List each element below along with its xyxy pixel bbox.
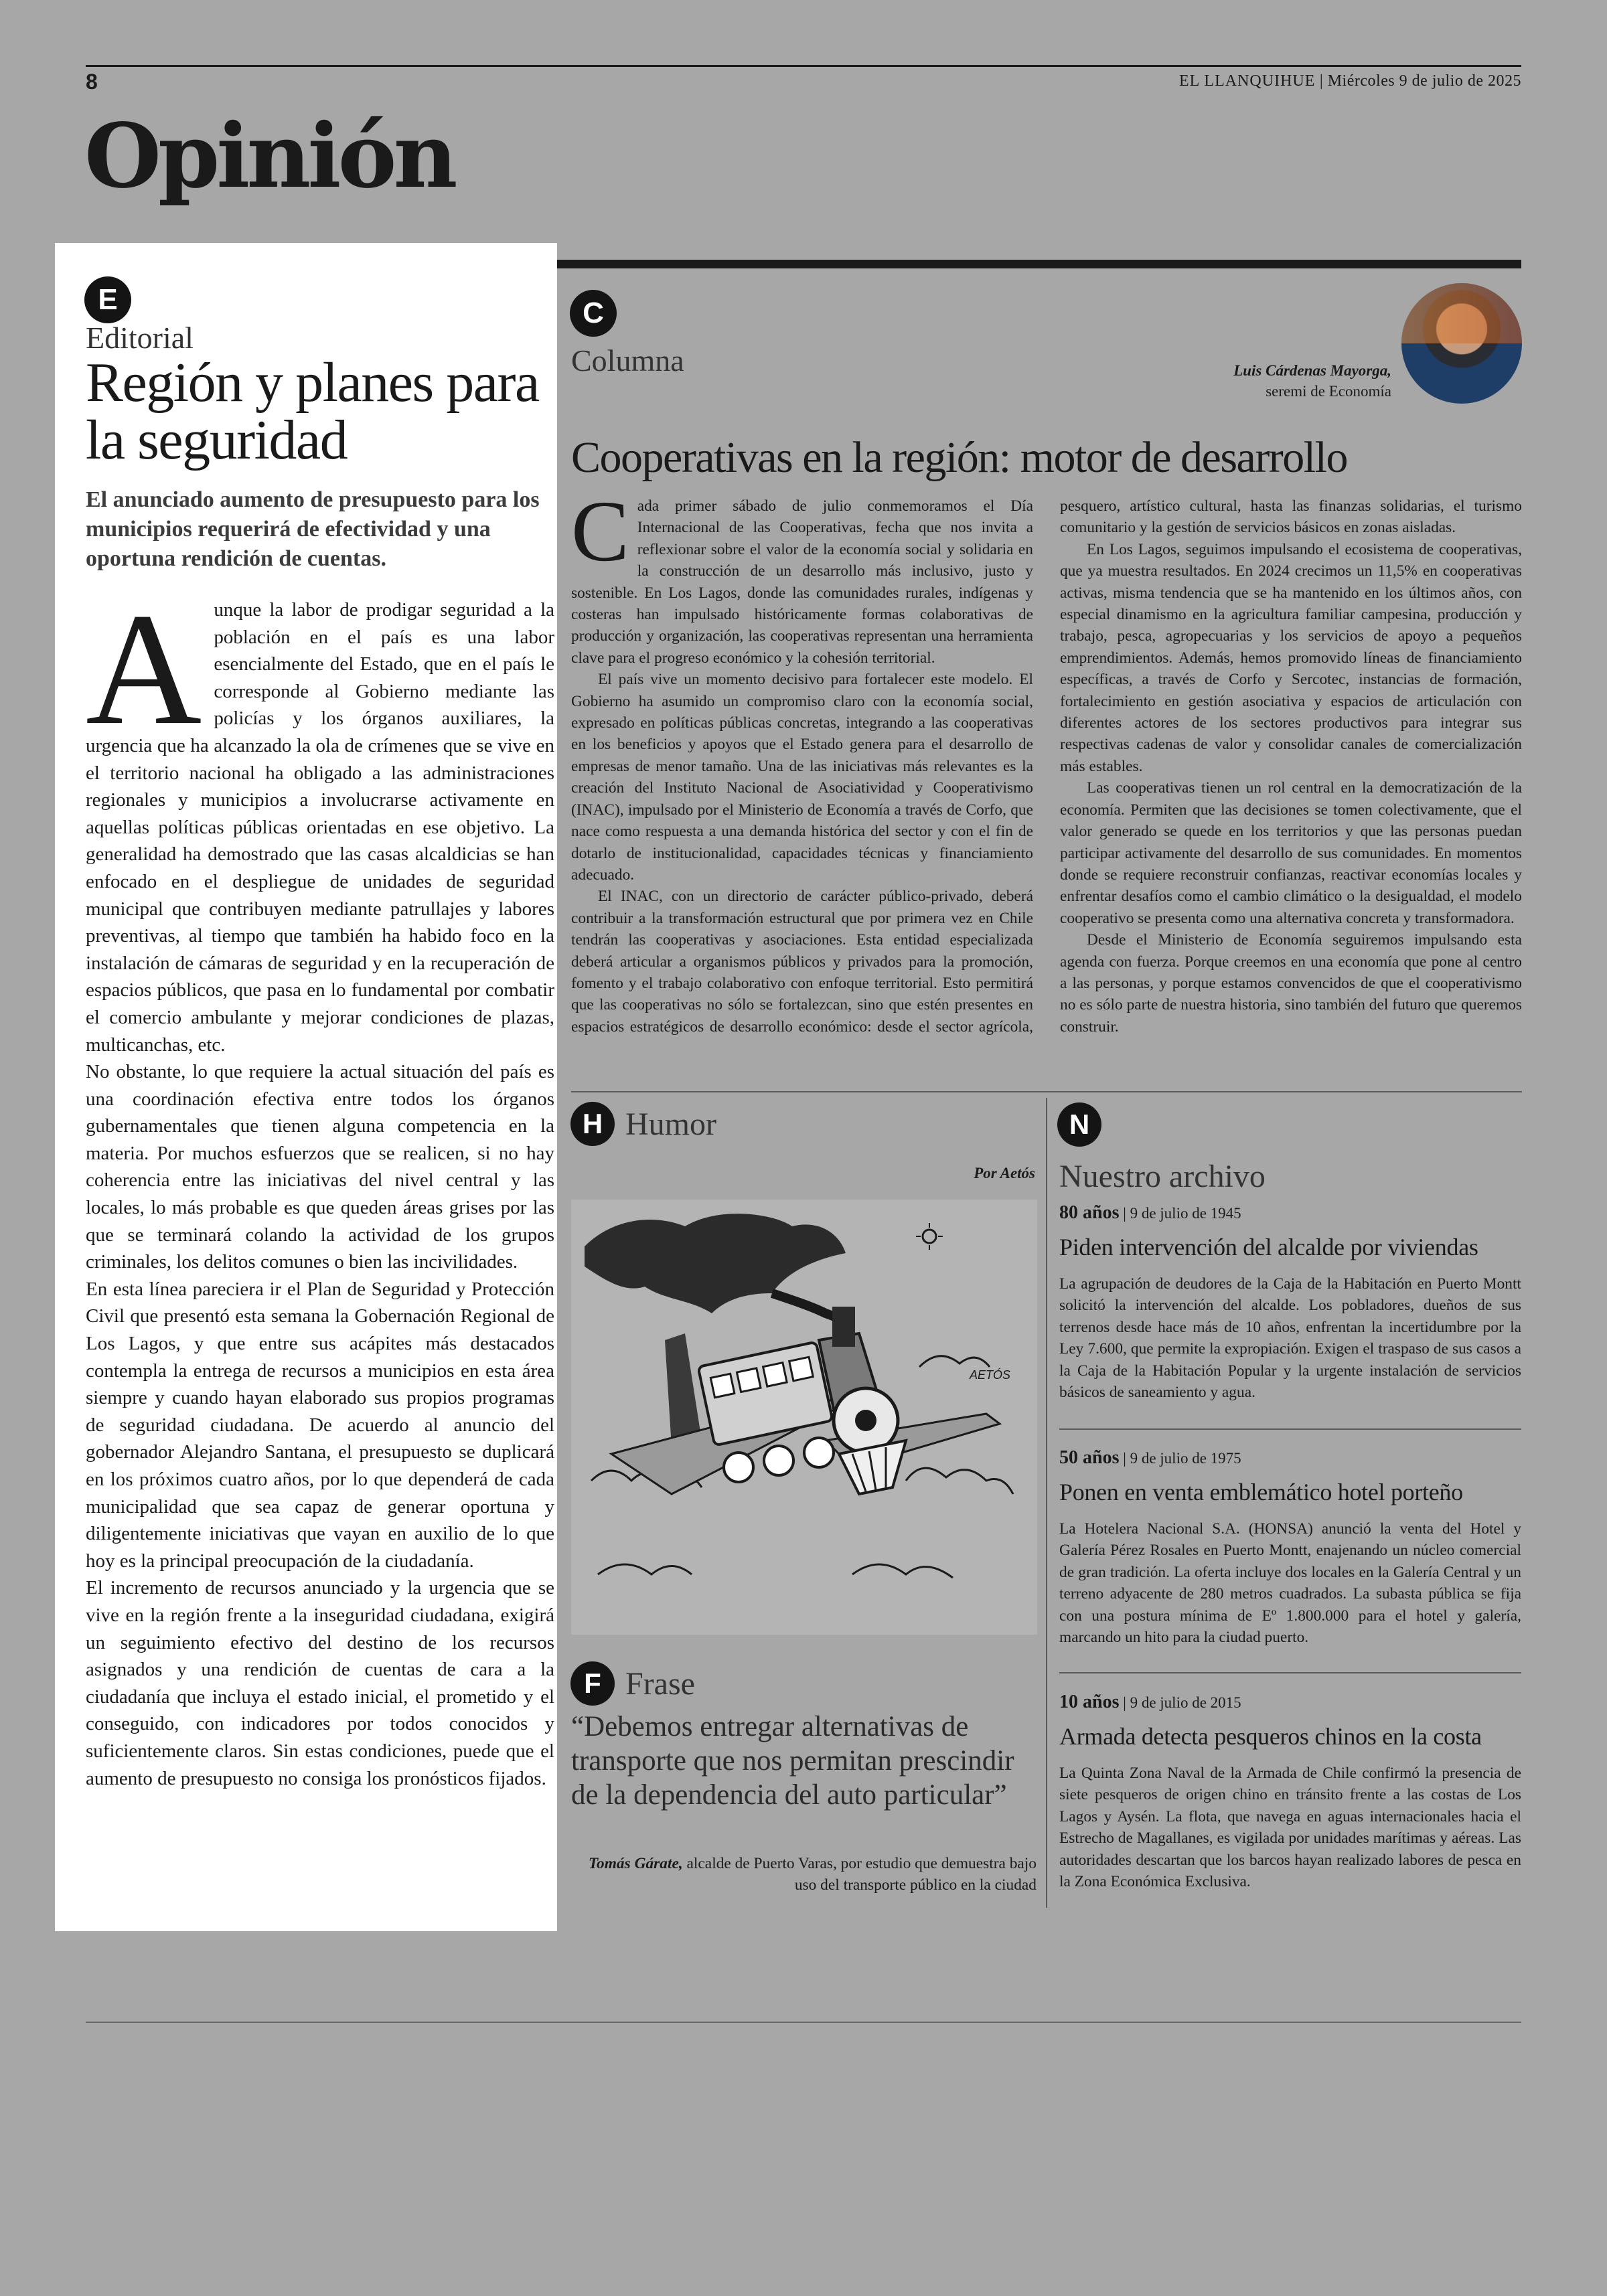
column-paragraph: Las cooperativas tienen un rol central en la democratización de la economía. Permiten que las decisiones se tomen colectivamente, que el valor generado se quede en los territorios y que las personas puedan participar activamente del desarrollo de sus comunidades. En momentos donde se requiere reconstruir confianzas, reactivar economías locales y enfrentar desafíos como el cambio climático o la desigualdad, el modelo cooperativo se presenta como una alternativa concreta y transformadora. [1060,779,1522,927]
editorial-dropcap: A [86,580,202,758]
archivo-badge-wrap [1057,1102,1101,1147]
column-paragraph: El país vive un momento decisivo para fortalecer este modelo. El Gobierno ha asumido un compromiso claro con la economía social, expresado en políticas públicas concretas, integrando a las cooperativas en los beneficios y apoyos que el Estado genera para el desarrollo de empresas de menor tamaño. Una de las iniciativas más relevantes es la creación del Instituto Nacional de Asociatividad y Cooperativismo (INAC), impulsado por el Ministerio de Economía a través de Corfo, que nace como respuesta a una demanda histórica del sector y con el fin de dotarlo de institucionalidad, capacidades técnicas y financiamiento adecuado. [571,671,1033,884]
bottom-rule [86,2022,1521,2023]
column-author-role: seremi de Economía [1266,383,1391,400]
archivo-years: 80 años [1059,1202,1120,1223]
archivo-date-line: 80 años | 9 de julio de 1945 [1059,1202,1241,1223]
paper-name: EL LLANQUIHUE [1179,72,1316,90]
column-headline: Cooperativas en la región: motor de desarrollo [571,433,1347,482]
editorial-headline: Región y planes para la seguridad [86,351,539,471]
archivo-item [1059,1692,1521,1892]
column-paragraph: En Los Lagos, seguimos impulsando el ecosistema de cooperativas, que ya muestra resultados. En 2024 crecimos un 11,5% en cooperativas activas, misma tendencia que se ha mantenido en los últimos años, con especial dinamismo en la agricultura familiar campesina, producción y trabajo, pesca, agropecuarias y los servicios de apoyo a pequeños emprendimientos. Además, hemos promovido líneas de financiamiento específicas, a través de Corfo y Sercotec, instancias de formación, fortalecimiento en gestión asociativa y espacios de articulación con diferentes actores de los sectores productivos para integrar sus respectivas cadenas de valor y consolidar canales de comercialización más estables. [1060,540,1522,775]
archivo-headline: Ponen en venta emblemático hotel porteño [1059,1479,1463,1505]
column-paragraph: El INAC, con un directorio de carácter público-privado, deberá contribuir a la transformación estructural que por primera vez en Chile tendrán las cooperativas y asociaciones. Esta entidad especializada deberá articular a organismos públicos y privados para la promoción, fomento y el trabajo colaborativo con enfoque territorial. Esto permitirá que las cooperativas no sólo se fortalezcan, sino que estén presentes en espacios estratégicos de desarrollo económico: desde el sector agrícola, pesquero, artístico cultural, hasta las finanzas solidarias, el turismo comunitario y la gestión de servicios básicos en zonas aisladas. [571,497,1522,1036]
archivo-headline: Armada detecta pesqueros chinos en la costa [1059,1723,1482,1750]
archivo-date-line: 10 años | 9 de julio de 2015 [1059,1692,1241,1712]
frase-author-desc: alcalde de Puerto Varas, por estudio que demuestra bajo uso del transporte público en la ciudad [686,1855,1037,1894]
editorial-paragraph: El incremento de recursos anunciado y la urgencia que se vive en la región frente a la inseguridad ciudadana, exigirá un seguimiento efectivo del destino de los recursos asignados y una rendición de cuentas de cara a la ciudadanía que incluya el estado inicial, el prometido y el conseguido, con indicadores por todos conocidos y suficientemente claros. Sin estas condiciones, puede que el aumento de presupuesto no consiga los pronósticos fijados. [86,1577,554,1789]
humor-byline: Por Aetós [974,1165,1035,1181]
humor-header [570,1102,716,1146]
masthead-separator: | [1319,72,1328,90]
frase-author [571,1853,1037,1896]
column-dropcap: C [571,483,629,580]
frase-author-name: Tomás Gárate, [588,1855,683,1872]
archivo-badge: N [1057,1102,1101,1147]
author-avatar [1401,283,1522,404]
humor-badge: H [570,1102,615,1146]
column-body [571,483,1522,1078]
editorial-paragraph: No obstante, lo que requiere la actual situación del país es una coordinación efectiva entre todos los órganos gubernamentales que tienen alguna competencia en la materia. Por muchos esfuerzos que se realicen, si no hay coherencia entre las iniciativas del nivel central y las locales, lo más probable es que queden áreas grises por las que se terminará colando la actividad de los grupos criminales, los delitos comunes o bien las incivilidades. [86,1061,554,1273]
frase-quote: “Debemos entregar alternativas de transporte que nos permitan prescindir de la dependencia del auto particular” [571,1711,1014,1811]
top-rule [86,65,1521,67]
column-paragraph [571,483,1033,669]
column-badge: C [570,290,617,337]
editorial-deck: El anunciado aumento de presupuesto para los municipios requerirá de efectividad y una oportuna rendición de cuentas. [86,487,540,571]
editorial-kicker: Editorial [86,321,194,355]
archivo-date-line: 50 años | 9 de julio de 1975 [1059,1447,1241,1468]
column-bottom-rule [571,1091,1522,1092]
archivo-years: 10 años [1059,1692,1120,1712]
editorial-badge: E [84,276,131,323]
column-author-name: Luis Cárdenas Mayorga, [1233,362,1391,379]
column-paragraph-text: ada primer sábado de julio conmemoramos el Día Internacional de las Cooperativas, fecha que nos invita a reflexionar sobre el valor de la economía social y solidaria en la construcción de un desarrollo más inclusivo, justo y sostenible. En Los Lagos, donde las comunidades rurales, indígenas y costeras han impulsado históricamente formas colaborativas de producción y organización, las cooperativas representan una herramienta clave para el progreso económico y la cohesión territorial. [571,497,1033,667]
issue-date: Miércoles 9 de julio de 2025 [1327,72,1521,90]
archivo-divider [1059,1428,1521,1430]
section-title: Opinión [84,104,455,208]
editorial-body [86,580,554,1792]
frase-badge: F [570,1661,615,1706]
lower-divider [1046,1098,1047,1908]
archivo-years: 50 años [1059,1447,1120,1468]
frase-label: Frase [625,1665,695,1702]
page-number: 8 [86,70,98,94]
editorial-panel [55,243,557,1931]
frase-header [570,1661,695,1706]
archivo-date: 9 de julio de 2015 [1130,1694,1241,1711]
masthead [1179,72,1521,90]
archivo-date: 9 de julio de 1975 [1130,1450,1241,1467]
column-author [1233,360,1391,402]
archivo-body: La Quinta Zona Naval de la Armada de Chile confirmó la presencia de siete pesqueros de origen chino en tránsito frente a las costas de Los Lagos y Aysén. La flota, que navega en aguas internacionales hacia el Estrecho de Magallanes, es vigilada por unidades marítimas y aéreas. Las autoridades descartan que los barcos hayan realizado labores de pesca en la Zona Económica Exclusiva. [1059,1765,1521,1891]
archivo-divider [1059,1672,1521,1673]
column-kicker: Columna [571,343,684,378]
archivo-item [1059,1202,1521,1403]
archivo-item [1059,1447,1521,1648]
archivo-body: La agrupación de deudores de la Caja de la Habitación en Puerto Montt solicitó la intervención del alcalde. Los pobladores, dueños de sus terrenos desde hace más de 10 años, enfrentan la incertidumbre por la Ley 7.600, que permite la expropiación. Exigen el traspaso de sus casos a la Caja de la Habitación Popular y la urgente instalación de servicios básicos de saneamiento y agua. [1059,1275,1521,1402]
editorial-paragraph-text: unque la labor de prodigar seguridad a la población en el país es una labor esencialmente del Estado, que en el país le corresponde al Gobierno mediante las policías y los órganos auxiliares, la urgencia que ha alcanzado la ola de crímenes que se vive en el territorio nacional ha obligado a las administraciones regionales y municipios a involucrarse activamente en aquellas políticas públicas orientadas en ese objetivo. La generalidad ha demostrado que las casas alcaldicias se han enfocado en el despliegue de unidades de seguridad municipal que contribuyen mediante patrullajes y labores preventivas, al tiempo que también ha habido foco en la instalación de cámaras de seguridad y en la recuperación de espacios públicos, que pasa en lo fundamental por combatir el comercio ambulante y mejorar condiciones de plazas, multicanchas, etc. [86,599,554,1056]
editorial-paragraph [86,580,554,1058]
archivo-headline: Piden intervención del alcalde por viviendas [1059,1234,1478,1260]
humor-label: Humor [625,1106,716,1142]
column-paragraph: Desde el Ministerio de Economía seguiremos impulsando esta agenda con fuerza. Porque creemos en una economía que pone al centro a las personas, y porque estamos convencidos de que el cooperativismo no es sólo parte de nuestra historia, sino también del futuro que queremos construir. [1060,931,1522,1036]
archivo-date: 9 de julio de 1945 [1130,1205,1241,1222]
archivo-title: Nuestro archivo [1059,1159,1266,1194]
archivo-body: La Hotelera Nacional S.A. (HONSA) anunció la venta del Hotel y Galería Pérez Rosales en Puerto Montt, enajenando un núcleo comercial de gran tradición. La oferta incluye dos locales en la Galería Central y un terreno adyacente de 280 metros cuadrados. La subasta pública se fija con una postura mínima de Eº 1.800.000 para el hotel y galería, marcando un hito para la ciudad puerto. [1059,1520,1521,1647]
cartoon-signature: AETÓS [970,1368,1011,1382]
train-cartoon-illustration [571,1200,1037,1635]
editorial-paragraph: En esta línea pareciera ir el Plan de Seguridad y Protección Civil que presentó esta semana la Gobernación Regional de Los Lagos, y que entre sus acápites más destacados contempla la entrega de recursos a municipios en esta área siempre y cuando hayan elaborado sus propios programas de seguridad ciudadana. De acuerdo al anuncio del gobernador Alejandro Santana, el presupuesto se duplicará en los próximos cuatro años, por lo que dependerá de cada municipalidad que sea capaz de generar oportuna y diligentemente iniciativas que vayan en auxilio de lo que hoy es la principal preocupación de la ciudadanía. [86,1278,554,1572]
